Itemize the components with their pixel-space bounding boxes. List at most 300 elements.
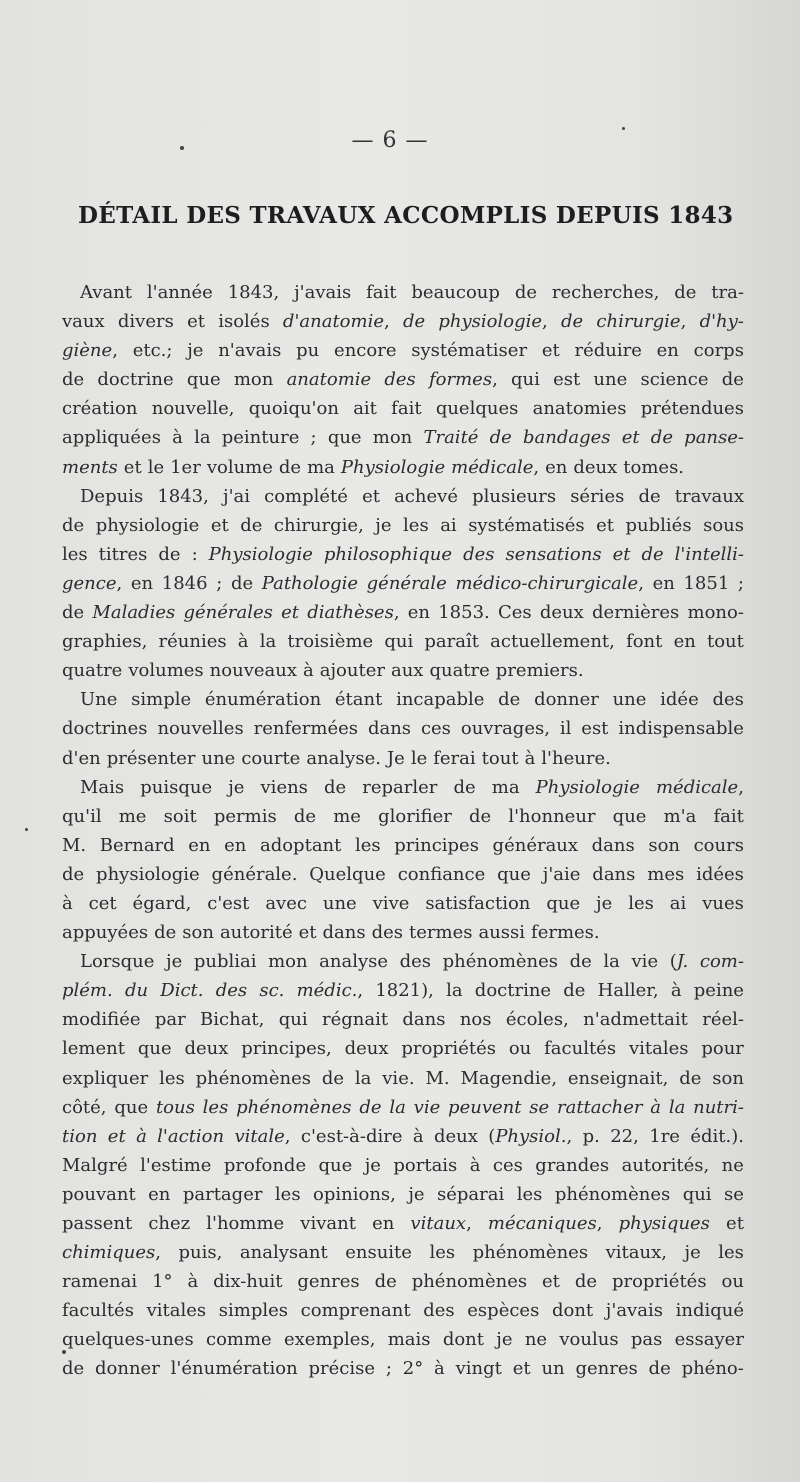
word: publiai	[193, 951, 257, 973]
word: rattacher	[556, 1096, 643, 1118]
word: et	[210, 514, 229, 536]
word: recherches,	[551, 282, 660, 303]
word: se	[724, 1183, 744, 1205]
word: Mais	[80, 776, 125, 798]
word: phénomènes	[236, 1096, 352, 1118]
word: une	[612, 689, 647, 711]
word: 1843,	[227, 282, 280, 303]
word: fermes.	[531, 922, 600, 944]
text-line	[62, 685, 744, 714]
word: volume	[206, 456, 273, 478]
word: de	[158, 543, 181, 565]
word: je	[496, 1329, 513, 1351]
word: passent	[62, 1213, 133, 1234]
word: à	[469, 1154, 481, 1176]
word: et	[541, 340, 560, 362]
word: les	[354, 834, 381, 856]
word: du	[124, 980, 149, 1002]
text-line	[62, 918, 744, 947]
word: deux	[573, 456, 618, 478]
text-line	[62, 889, 744, 918]
word: Bernard	[99, 834, 175, 856]
word: encore	[334, 340, 397, 362]
word: générale.	[211, 863, 298, 885]
word: j'avais	[294, 282, 352, 303]
word: d'anatomie,	[282, 311, 390, 333]
word: la	[668, 1096, 686, 1118]
word: anatomie	[286, 369, 372, 391]
word: dans	[402, 1009, 446, 1031]
word: qui	[384, 631, 414, 653]
text-line	[62, 1209, 744, 1238]
word: Bichat,	[200, 1009, 265, 1031]
word: doctrine	[97, 369, 174, 391]
word: ouvrages,	[460, 718, 550, 740]
word: de	[469, 805, 492, 827]
word: dix-huit	[213, 1271, 283, 1293]
word: de	[293, 805, 317, 827]
word: les	[403, 514, 429, 536]
word: en	[130, 572, 154, 594]
word: vie	[631, 951, 659, 973]
word: réunies	[158, 631, 227, 653]
word: appuyées	[62, 922, 149, 944]
word: pas	[630, 1329, 663, 1351]
word: de	[569, 951, 592, 973]
word: mon	[268, 951, 308, 973]
word: Depuis	[80, 485, 144, 507]
word: diathèses,	[307, 602, 400, 624]
word: de	[402, 311, 426, 333]
word: création	[62, 398, 138, 420]
word: vaux	[62, 311, 105, 333]
text-line	[62, 423, 744, 452]
word: je	[375, 514, 392, 536]
word: précise	[308, 1358, 376, 1380]
word: de	[561, 311, 584, 333]
word: autorités,	[621, 1154, 710, 1176]
word: de	[230, 572, 254, 594]
word: n'admettait	[583, 1009, 688, 1031]
word: 1°	[152, 1271, 173, 1293]
word: son	[712, 1067, 744, 1089]
word: tra-	[711, 282, 744, 303]
word: donner	[534, 689, 599, 711]
word: Physiologie	[535, 776, 640, 798]
word: ou	[721, 1271, 744, 1293]
word: chirurgie,	[273, 514, 364, 536]
word: ces	[420, 718, 451, 740]
word: de	[62, 602, 85, 624]
word: séries	[570, 485, 625, 507]
word: p.	[582, 1125, 600, 1147]
word: et	[123, 456, 142, 478]
word: à	[434, 1358, 445, 1380]
word: de	[359, 1096, 382, 1118]
word: est	[581, 718, 609, 740]
word: ;	[216, 572, 223, 594]
word: de	[514, 282, 537, 303]
word: plusieurs	[472, 485, 557, 507]
word: énumération	[204, 689, 322, 711]
word: reparler	[362, 776, 438, 798]
word: que	[327, 427, 362, 449]
text-line	[62, 1180, 744, 1209]
word: divers	[117, 311, 174, 333]
word: à	[650, 1096, 661, 1118]
word: et	[362, 485, 380, 507]
word: les	[429, 1242, 456, 1264]
word: les	[62, 543, 88, 565]
word: quatre	[429, 660, 490, 682]
word: à	[303, 660, 314, 682]
word: que	[612, 805, 647, 827]
word: modifiée	[62, 1009, 141, 1031]
word: vitale,	[234, 1125, 291, 1147]
word: indispensable	[618, 718, 744, 740]
word: ne	[721, 1154, 744, 1176]
word: et	[107, 1125, 126, 1147]
word: Traité	[423, 427, 479, 449]
text-line	[62, 773, 744, 802]
word: chez	[148, 1213, 191, 1234]
word: des	[215, 980, 248, 1002]
word: partager	[182, 1183, 263, 1205]
word: viens	[260, 776, 308, 798]
word: séparai	[437, 1183, 505, 1205]
word: Malgré	[62, 1154, 128, 1176]
word: en	[372, 1213, 395, 1234]
word: vive	[372, 892, 410, 914]
word: graphies,	[62, 631, 148, 653]
section-heading: DÉTAIL DES TRAVAUX ACCOMPLIS DEPUIS 1843	[78, 202, 734, 229]
word: phénomènes	[195, 1067, 311, 1089]
word: tout	[706, 631, 744, 653]
word: ai	[440, 514, 457, 536]
word: genres	[575, 1358, 638, 1380]
word: expliquer	[62, 1067, 149, 1089]
word: de	[638, 485, 661, 507]
word: en	[673, 631, 696, 653]
word: et	[596, 514, 615, 536]
word: c'est-à-dire	[300, 1125, 403, 1147]
word: ma	[491, 776, 520, 798]
word: deux	[433, 1125, 478, 1147]
word: permis	[213, 805, 277, 827]
word: giène,	[62, 340, 118, 362]
word: de	[679, 1067, 702, 1089]
text-line	[62, 307, 744, 336]
word: ne	[524, 1329, 548, 1351]
word: (Physiol.,	[488, 1125, 573, 1147]
word: donner	[95, 1358, 160, 1380]
word: de	[240, 514, 263, 536]
word: des	[384, 369, 416, 391]
word: formes,	[429, 369, 498, 391]
text-line	[62, 453, 744, 482]
word: publiés	[625, 514, 692, 536]
word: de	[721, 369, 744, 391]
word: présenter	[106, 747, 196, 769]
word: vitaux,	[605, 1242, 667, 1264]
word: écoles,	[505, 1009, 569, 1031]
word: la	[446, 980, 463, 1002]
text-line	[62, 365, 744, 394]
word: nutri-	[693, 1096, 744, 1118]
word: les	[516, 1183, 543, 1205]
word: en	[188, 834, 211, 856]
word: et	[542, 1271, 560, 1293]
word: 1er	[170, 456, 201, 478]
word: vitaux,	[410, 1213, 472, 1234]
word: principes,	[241, 1038, 332, 1060]
word: mono-	[687, 602, 744, 624]
word: exemples,	[284, 1329, 376, 1351]
word: et	[298, 922, 317, 944]
word: ensuite	[345, 1242, 412, 1264]
word: en	[148, 1183, 171, 1205]
word: volumes	[128, 660, 204, 682]
word: phénomènes	[411, 1271, 528, 1293]
word: j'ai	[222, 485, 251, 507]
word: nos	[459, 1009, 492, 1031]
word: Lorsque	[80, 951, 155, 973]
word: que	[546, 892, 581, 914]
word: phénomènes	[442, 951, 559, 973]
word: la	[389, 1096, 406, 1118]
word: 1re	[649, 1125, 680, 1147]
text-line	[62, 540, 744, 569]
word: d'hy-	[699, 311, 744, 333]
word: Je	[386, 747, 405, 769]
word: qu'il	[62, 805, 102, 827]
text-line	[62, 598, 744, 627]
word: dans	[592, 863, 636, 885]
word: incapable	[396, 689, 485, 711]
text-line	[62, 744, 744, 773]
word: étant	[334, 689, 383, 711]
word: les	[718, 1242, 744, 1264]
word: puis,	[178, 1242, 223, 1264]
word: glorifier	[378, 805, 452, 827]
word: pour	[701, 1038, 744, 1060]
word: vues	[702, 892, 744, 914]
word: que	[186, 369, 221, 391]
text-line	[62, 656, 744, 685]
word: etc.;	[132, 340, 173, 362]
word: mon	[372, 427, 413, 449]
word: c'est	[207, 892, 250, 914]
text-line	[62, 947, 744, 976]
word: M.	[62, 834, 87, 856]
word: de	[563, 980, 586, 1002]
word: Magendie,	[460, 1067, 558, 1089]
text-line	[62, 1267, 744, 1296]
word: à	[670, 980, 682, 1002]
text-line	[62, 1034, 744, 1063]
word: ments	[62, 456, 118, 478]
word: tous	[155, 1096, 195, 1118]
word: enseignait,	[567, 1067, 669, 1089]
word: dans	[591, 834, 635, 856]
word: Dict.	[160, 980, 204, 1002]
word: satisfaction	[425, 892, 531, 914]
word: des	[712, 689, 744, 711]
word: vitales	[628, 1038, 689, 1060]
print-speck	[622, 127, 625, 130]
word: de	[648, 1358, 671, 1380]
word: phénomènes	[554, 1183, 671, 1205]
word: égard,	[132, 892, 192, 914]
word: vingt	[455, 1358, 502, 1380]
word: à	[172, 427, 183, 449]
word: physiologie	[96, 863, 200, 885]
word: une	[201, 747, 236, 769]
word: l'heure.	[541, 747, 611, 769]
word: les	[628, 892, 654, 914]
text-line	[62, 1296, 744, 1325]
word: de	[278, 456, 302, 478]
word: vivant	[300, 1213, 356, 1234]
word: quoiqu'on	[248, 398, 339, 420]
word: que	[114, 1096, 149, 1118]
word: cet	[88, 892, 117, 914]
word: nouvelle,	[151, 398, 235, 420]
word: dans	[367, 718, 412, 740]
word: isolés	[218, 311, 270, 333]
body-text	[62, 278, 744, 1384]
word: sc.	[259, 980, 285, 1002]
word: physiques	[618, 1213, 710, 1234]
word: analysant	[239, 1242, 328, 1264]
word: 1853.	[438, 602, 490, 624]
word: l'action	[157, 1125, 225, 1147]
word: mon	[233, 369, 274, 391]
word: tout	[481, 747, 519, 769]
word: je	[166, 951, 183, 973]
word: travaux	[674, 485, 744, 507]
word: en	[652, 572, 675, 594]
word: mécaniques,	[487, 1213, 603, 1234]
word: des	[423, 1300, 455, 1322]
word: et	[187, 311, 205, 333]
text-line	[62, 394, 744, 423]
word: l'année	[146, 282, 213, 303]
word: me	[118, 805, 147, 827]
word: vie.	[382, 1067, 415, 1089]
word: il	[559, 718, 572, 740]
word: générale	[366, 572, 447, 594]
word: dernières	[592, 602, 680, 624]
word: des	[463, 543, 495, 565]
page-number: — 6 —	[351, 128, 429, 153]
word: renfermées	[253, 718, 359, 740]
word: qui	[682, 1183, 712, 1205]
word: médic.,	[296, 980, 364, 1002]
word: tomes.	[623, 456, 685, 478]
word: et	[512, 1358, 531, 1380]
word: deux	[344, 1038, 389, 1060]
word: des	[371, 922, 404, 944]
text-line	[62, 802, 744, 831]
word: nouvelles	[157, 718, 244, 740]
text-line	[62, 831, 744, 860]
word: et	[726, 1213, 744, 1234]
word: aussi	[478, 922, 526, 944]
word: simples	[218, 1300, 289, 1322]
word: de	[489, 427, 512, 449]
word: je	[408, 1183, 425, 1205]
word: ces	[492, 1154, 523, 1176]
word: médicale,	[451, 456, 540, 478]
word: corps	[693, 340, 744, 362]
text-line	[62, 976, 744, 1005]
word: qui	[278, 1009, 308, 1031]
word: doctrines	[62, 718, 148, 740]
word: ;	[385, 1358, 392, 1380]
word: de	[650, 427, 673, 449]
word: principes	[394, 834, 479, 856]
word: espèces	[467, 1300, 540, 1322]
word: de	[62, 863, 85, 885]
word: actuellement,	[490, 631, 615, 653]
print-speck	[180, 146, 184, 150]
print-speck	[62, 1350, 66, 1354]
word: autorité	[219, 922, 293, 944]
word: fait	[713, 805, 744, 827]
word: essayer	[674, 1329, 744, 1351]
word: médico-chirurgicale,	[455, 572, 644, 594]
word: dans	[322, 922, 366, 944]
word: l'intelli-	[674, 543, 744, 565]
word: des	[399, 951, 432, 973]
word: M.	[425, 1067, 450, 1089]
word: font	[626, 631, 663, 653]
word: propriétés	[611, 1271, 707, 1293]
word: je	[684, 1242, 701, 1264]
word: 1821),	[375, 980, 434, 1002]
word: quelques	[435, 398, 519, 420]
word: ma	[307, 456, 335, 478]
word: les	[274, 1183, 301, 1205]
word: ;	[737, 572, 744, 594]
text-line	[62, 1005, 744, 1034]
word: à	[237, 631, 249, 653]
word: systématiser	[411, 340, 528, 362]
word: de	[62, 514, 85, 536]
word: est	[553, 369, 581, 391]
word: qui	[511, 369, 540, 391]
word: n'avais	[218, 340, 282, 362]
word: généraux	[492, 834, 579, 856]
word: phénomènes	[472, 1242, 589, 1264]
word: doctrine	[474, 980, 552, 1002]
word: avec	[265, 892, 307, 914]
word: ajouter	[319, 660, 385, 682]
word: aux	[390, 660, 424, 682]
word: Avant	[80, 282, 132, 303]
word: idée	[660, 689, 699, 711]
word: phéno-	[681, 1358, 744, 1380]
text-line	[62, 860, 744, 889]
word: se	[529, 1096, 550, 1118]
word: tion	[62, 1125, 98, 1147]
word: l'honneur	[508, 805, 596, 827]
word: plém.	[62, 980, 113, 1002]
word: philosophique	[323, 543, 453, 565]
word: et	[621, 427, 640, 449]
word: Haller,	[597, 980, 659, 1002]
